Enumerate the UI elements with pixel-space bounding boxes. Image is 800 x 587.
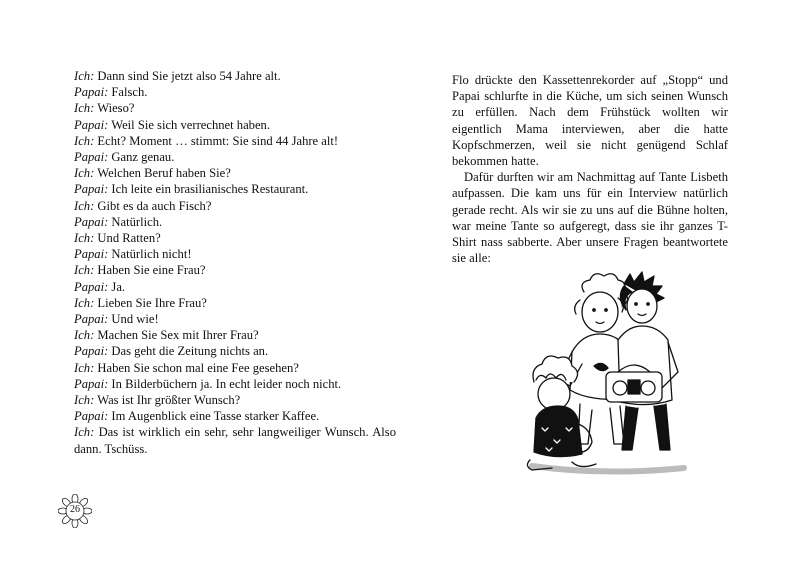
dialogue-text: Dann sind Sie jetzt also 54 Jahre alt. — [94, 69, 281, 83]
speaker-label: Ich: — [74, 328, 95, 343]
page-number: 26 — [70, 504, 80, 515]
dialogue-line — [74, 262, 396, 278]
dialogue-text: Und Ratten? — [94, 231, 161, 246]
speaker-label: Ich: — [74, 198, 95, 213]
speaker-label: Ich: — [74, 166, 95, 181]
dialogue-line — [74, 279, 396, 295]
dialogue-text: Ganz genau. — [108, 150, 175, 165]
dialogue-line — [74, 230, 396, 246]
dialogue-text: Wieso? — [94, 101, 135, 116]
dialogue-text: Echt? Moment … stimmt: Sie sind 44 Jahre alt! — [94, 133, 339, 148]
dialogue-text: Lieben Sie Ihre Frau? — [94, 295, 207, 310]
speaker-label: Ich: — [74, 133, 95, 148]
dialogue-text: Das geht die Zeitung nichts an. — [108, 344, 269, 359]
dialogue-line — [74, 376, 396, 392]
dialogue-text: Gibt es da auch Fisch? — [94, 198, 212, 213]
dialogue-line — [74, 424, 396, 456]
paragraph-1: Flo drückte den Kassettenrekorder auf „Stopp“ und Papai schlurfte in die Küche, um sich seinen Wunsch zu erfüllen. Nach dem Frühstück wollten wir eigentlich Mama interviewen, aber die hatte Kopfschmerzen, weil sie nicht genügend Schlaf bekommen hatte. — [452, 73, 728, 169]
dialogue-text: Machen Sie Sex mit Ihrer Frau? — [94, 328, 259, 343]
dialogue-text: Und wie! — [108, 312, 159, 327]
speaker-label: Ich: — [74, 101, 95, 116]
speaker-label: Papai: — [74, 312, 109, 327]
dialogue-line — [74, 100, 396, 116]
page-number-ornament — [58, 494, 92, 528]
paragraph-2: Dafür durften wir am Nachmittag auf Tante Lisbeth aufpassen. Die kam uns für ein Interview natürlich gerade recht. Als wir sie zu uns auf die Bühne holten, war meine Tante so aufgeregt, dass sie ihr ganzes T-Shirt nass sabberte. Aber unsere Fragen beantwortete sie alle: — [452, 170, 728, 266]
dialogue-line — [74, 392, 396, 408]
speaker-label: Papai: — [74, 85, 109, 100]
speaker-label: Ich: — [74, 69, 95, 83]
dialogue-line — [74, 149, 396, 165]
dialogue-line — [74, 117, 396, 133]
dialogue-line — [74, 360, 396, 376]
dialogue-text: Was ist Ihr größter Wunsch? — [94, 393, 241, 408]
speaker-label: Ich: — [74, 231, 95, 246]
speaker-label: Papai: — [74, 344, 109, 359]
dialogue-text: Welchen Beruf haben Sie? — [94, 166, 231, 181]
speaker-label: Papai: — [74, 214, 109, 229]
dialogue-line — [74, 165, 396, 181]
dialogue-text: Haben Sie eine Frau? — [94, 263, 206, 278]
left-page — [74, 68, 396, 457]
speaker-label: Papai: — [74, 409, 109, 424]
dialogue-text: Falsch. — [108, 85, 148, 100]
dialogue-line — [74, 343, 396, 359]
dialogue-line — [74, 311, 396, 327]
speaker-label: Ich: — [74, 295, 95, 310]
speaker-label: Papai: — [74, 279, 109, 294]
dialogue-text: Haben Sie schon mal eine Fee gesehen? — [94, 360, 299, 375]
dialogue-line — [74, 214, 396, 230]
dialogue-line — [74, 84, 396, 100]
dialogue-text: Weil Sie sich verrechnet haben. — [108, 117, 270, 132]
dialogue-line — [74, 181, 396, 197]
dialogue-text: Natürlich. — [108, 214, 163, 229]
dialogue-line — [74, 408, 396, 424]
speaker-label: Ich: — [74, 360, 95, 375]
speaker-label: Ich: — [74, 425, 95, 440]
dialogue-text: Ich leite ein brasilianisches Restaurant. — [108, 182, 309, 197]
speaker-label: Papai: — [74, 182, 109, 197]
dialogue-text: Das ist wirklich ein sehr, sehr langweiliger Wunsch. Also dann. Tschüss. — [74, 425, 396, 456]
speaker-label: Ich: — [74, 263, 95, 278]
speaker-label: Papai: — [74, 117, 109, 132]
dialogue-line — [74, 327, 396, 343]
illustration-girls-with-cassette-recorder — [514, 270, 696, 484]
dialogue-text: Natürlich nicht! — [108, 247, 192, 262]
dialogue-text: Ja. — [108, 279, 126, 294]
dialogue-line — [74, 198, 396, 214]
right-page — [452, 72, 728, 266]
speaker-label: Ich: — [74, 393, 95, 408]
speaker-label: Papai: — [74, 150, 109, 165]
dialogue-line — [74, 133, 396, 149]
dialogue-line — [74, 246, 396, 262]
dialogue-text: In Bilderbüchern ja. In echt leider noch nicht. — [108, 376, 342, 391]
speaker-label: Papai: — [74, 376, 109, 391]
dialogue-line — [74, 68, 396, 84]
speaker-label: Papai: — [74, 247, 109, 262]
dialogue-text: Im Augenblick eine Tasse starker Kaffee. — [108, 409, 320, 424]
dialogue-line — [74, 295, 396, 311]
